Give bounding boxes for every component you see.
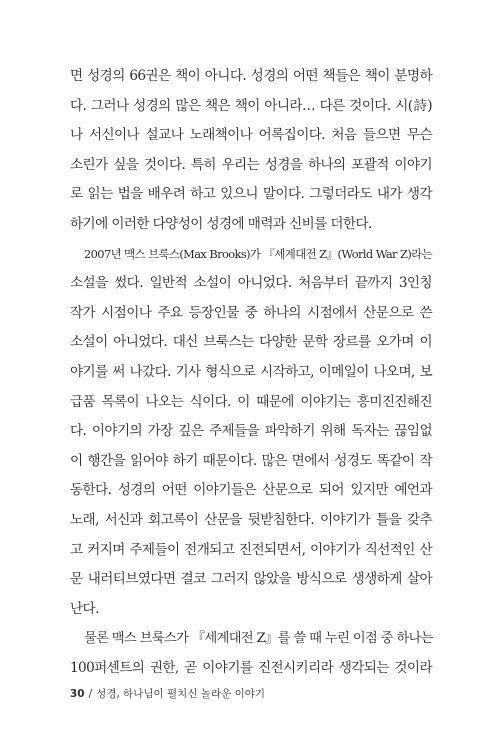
body-text-line: 급품 목록이 나오는 식이다. 이 때문에 이야기는 흥미진진해진 (70, 393, 432, 410)
page-footer (70, 686, 265, 701)
running-title: 성경, 하나님이 펼치신 놀라운 이야기 (96, 688, 266, 700)
page-body-text (70, 62, 432, 683)
body-text-line: 작가 시점이나 주요 등장인물 중 하나의 시점에서 산문으로 쓴 (70, 304, 432, 321)
body-text-line: 이 행간을 읽어야 하기 때문이다. 많은 면에서 성경도 똑같이 작 (70, 452, 432, 469)
page-number: 30 (70, 688, 85, 700)
body-text-line: 난다. (70, 600, 99, 617)
body-text-line: 문 내러티브였다면 결코 그러지 않았을 방식으로 생생하게 살아 (70, 571, 432, 588)
body-text-line: 야기를 써 나갔다. 기사 형식으로 시작하고, 이메일이 나오며, 보 (70, 363, 432, 380)
body-text-line: 하기에 이러한 다양성이 성경에 매력과 신비를 더한다. (70, 215, 372, 232)
body-text-line: 다. 이야기의 가장 깊은 주제들을 파악하기 위해 독자는 끊임없 (70, 423, 432, 440)
body-text-line: 소설이 아니었다. 대신 브룩스는 다양한 문학 장르를 오가며 이 (70, 334, 432, 351)
body-text-line: 소린가 싶을 것이다. 특히 우리는 성경을 하나의 포괄적 이야기 (70, 156, 432, 173)
body-text-line: 노래, 서신과 회고록이 산문을 뒷받침한다. 이야기가 틀을 갖추 (70, 511, 432, 528)
body-text-line: 면 성경의 66권은 책이 아니다. 성경의 어떤 책들은 책이 분명하 (70, 68, 432, 84)
body-text-line: 100퍼센트의 권한, 곧 이야기를 진전시키리라 생각되는 것이라 (70, 659, 432, 676)
body-text-line: 소설을 썼다. 일반적 소설이 아니었다. 처음부터 끝까지 3인칭 (70, 275, 432, 292)
body-text-line: 다. 그러나 성경의 많은 책은 책이 아니라… 다른 것이다. 시(詩) (70, 97, 432, 114)
body-text-line: 동한다. 성경의 어떤 이야기들은 산문으로 되어 있지만 예언과 (70, 482, 432, 499)
footer-separator: / (88, 688, 93, 700)
body-text-line: 2007년 맥스 브룩스(Max Brooks)가 『세계대전 Z』(World War Z)라는 (84, 246, 432, 261)
body-text-line: 물론 맥스 브룩스가 『세계대전 Z』를 쓸 때 누린 이점 중 하나는 (84, 631, 433, 647)
body-text-line: 고 커지며 주제들이 전개되고 진전되면서, 이야기가 직선적인 산 (70, 541, 432, 558)
body-text-line: 로 읽는 법을 배우려 하고 있으니 말이다. 그렇더라도 내가 생각 (70, 186, 432, 203)
body-text-line: 나 서신이나 설교나 노래책이나 어록집이다. 처음 들으면 무슨 (70, 127, 432, 144)
